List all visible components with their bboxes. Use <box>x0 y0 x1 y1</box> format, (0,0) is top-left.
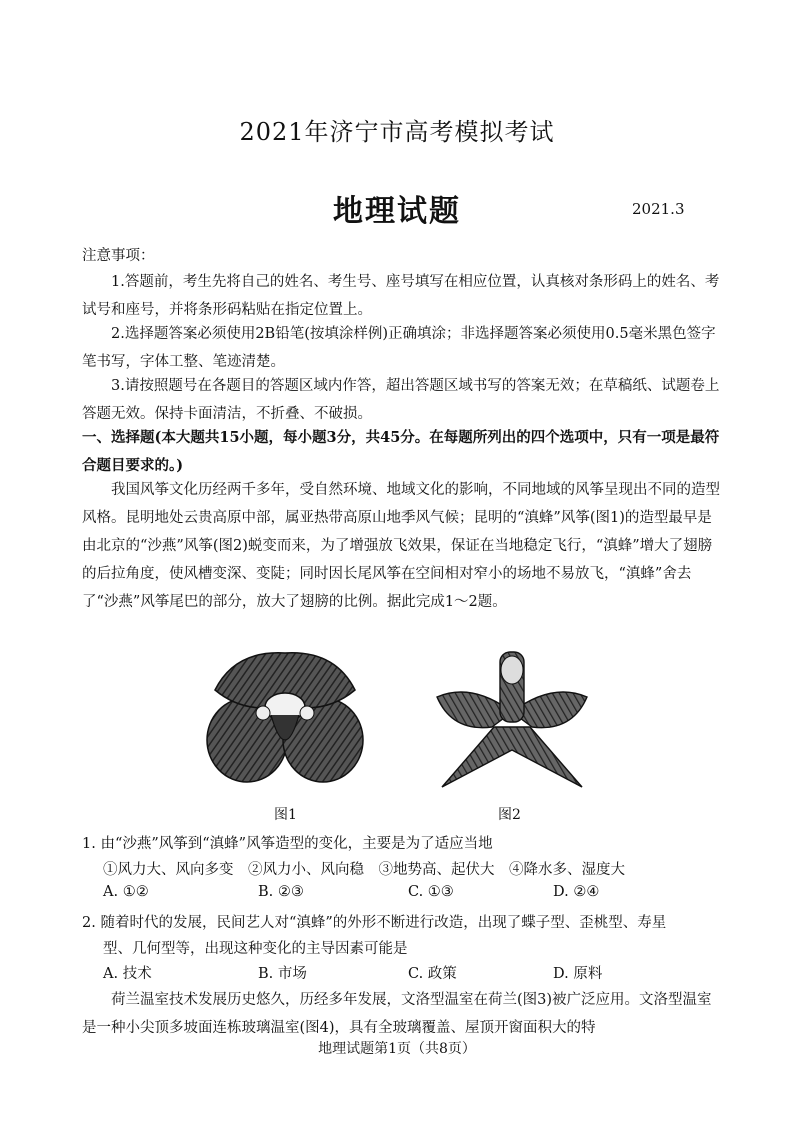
notice-item-3: 3.请按照题号在各题目的答题区域内作答，超出答题区域书写的答案无效；在草稿纸、试题卷上答题无效。保持卡面清洁，不折叠、不破损。 <box>82 378 720 422</box>
fig1-dianfeng-kite-image <box>205 645 365 795</box>
q2-option-d[interactable]: D. 原料 <box>553 966 603 982</box>
question-1-options <box>103 884 703 908</box>
q1-option-b[interactable]: B. ②③ <box>258 884 304 900</box>
question-2-stem-line2: 型、几何型等，出现这种变化的主导因素可能是 <box>103 941 408 957</box>
notice-item-1: 1.答题前，考生先将自己的姓名、考生号、座号填写在相应位置，认真核对条形码上的姓名、考试号和座号，并将条形码粘贴在指定位置上。 <box>82 274 720 318</box>
passage-kites: 我国风筝文化历经两千多年，受自然环境、地域文化的影响，不同地域的风筝呈现出不同的造型风格。昆明地处云贵高原中部，属亚热带高原山地季风气候；昆明的“滇蜂”风筝(图1)的造型最早是由北京的“沙燕”风筝(图2)蜕变而来，为了增强放飞效果，保证在当地稳定飞行，“滇蜂”增大了翅膀的后拉角度，使风槽变深、变陡；同时因长尾风筝在空间相对窄小的场地不易放飞，“滇蜂”舍去了“沙燕”风筝尾巴的部分，放大了翅膀的比例。据此完成1～2题。 <box>82 482 720 610</box>
fig2-shayan-kite-image <box>432 642 592 790</box>
fig1-caption: 图1 <box>274 807 297 823</box>
q2-option-c[interactable]: C. 政策 <box>408 966 457 982</box>
q1-option-c[interactable]: C. ①③ <box>408 884 454 900</box>
fig2-caption: 图2 <box>498 807 521 823</box>
question-2-stem-line1: 2. 随着时代的发展，民间艺人对“滇蜂”的外形不断进行改造，出现了蝶子型、歪桃型、寿星 <box>82 915 667 931</box>
q1-option-d[interactable]: D. ②④ <box>553 884 600 900</box>
q2-option-a[interactable]: A. 技术 <box>103 966 152 982</box>
q2-option-b[interactable]: B. 市场 <box>258 966 307 982</box>
q1-option-a[interactable]: A. ①② <box>103 884 149 900</box>
notice-item-2: 2.选择题答案必须使用2B铅笔(按填涂样例)正确填涂；非选择题答案必须使用0.5毫米黑色签字笔书写，字体工整、笔迹清楚。 <box>82 326 716 370</box>
question-1-statements: ①风力大、风向多变 ②风力小、风向稳 ③地势高、起伏大 ④降水多、湿度大 <box>103 862 625 878</box>
question-1-stem: 1. 由“沙燕”风筝到“滇蜂”风筝造型的变化，主要是为了适应当地 <box>82 836 493 852</box>
exam-date: 2021.3 <box>632 200 685 218</box>
question-2-options <box>103 962 703 986</box>
page-footer: 地理试题第1页（共8页） <box>318 1041 476 1057</box>
passage-greenhouse: 荷兰温室技术发展历史悠久，历经多年发展，文洛型温室在荷兰(图3)被广泛应用。文洛型温室是一种小尖顶多坡面连栋玻璃温室(图4)，具有全玻璃覆盖、屋顶开窗面积大的特 <box>82 992 712 1036</box>
notice-heading: 注意事项： <box>82 248 155 264</box>
exam-title: 2021年济宁市高考模拟考试 <box>239 118 555 146</box>
subject-title: 地理试题 <box>333 194 461 229</box>
section-heading: 一、选择题(本大题共15小题，每小题3分，共45分。在每题所列出的四个选项中，只有一项是最符合题目要求的。) <box>82 429 720 474</box>
